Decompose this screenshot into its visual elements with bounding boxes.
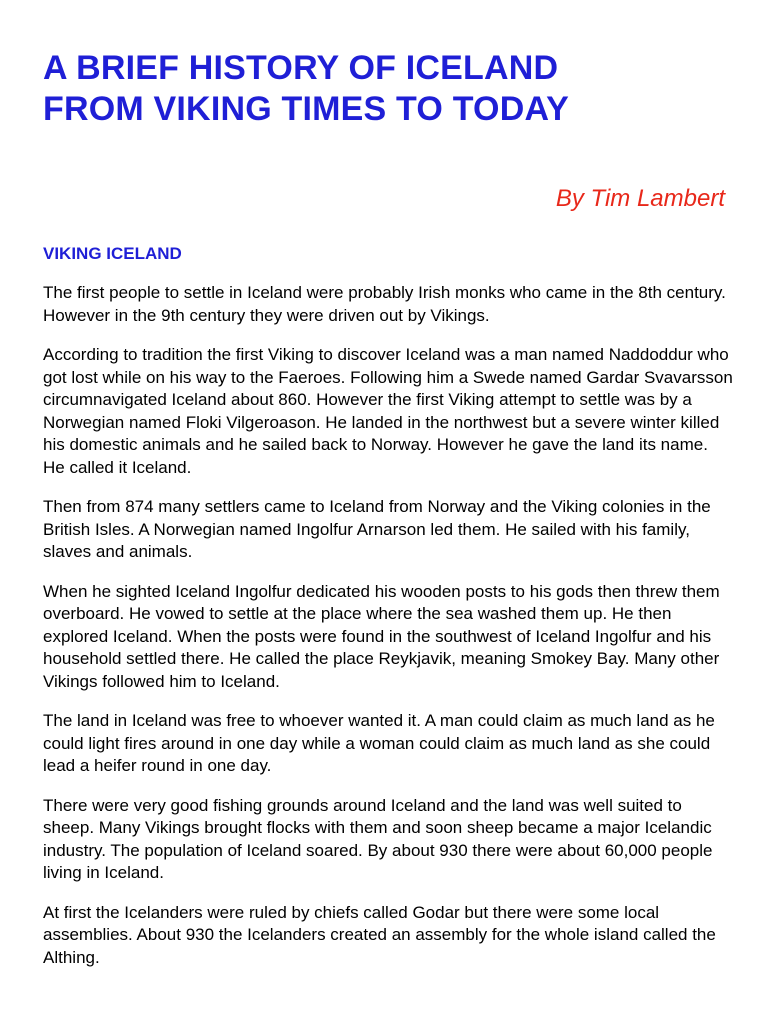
paragraph: The first people to settle in Iceland were probably Irish monks who came in the 8th century. However in the 9th century they were driven out by Vikings. xyxy=(43,283,726,325)
document-page xyxy=(43,48,733,969)
title-line-2: FROM VIKING TIMES TO TODAY xyxy=(43,90,569,128)
title-line-1: A BRIEF HISTORY OF ICELAND xyxy=(43,49,559,87)
page-title xyxy=(43,48,733,130)
paragraph: At first the Icelanders were ruled by chiefs called Godar but there were some local assemblies. About 930 the Icelanders created an assembly for the whole island called the Althing. xyxy=(43,902,716,967)
section-heading: VIKING ICELAND xyxy=(43,244,182,263)
paragraph: When he sighted Iceland Ingolfur dedicated his wooden posts to his gods then threw them overboard. He vowed to settle at the place where the sea washed them up. He then explored Iceland. When the posts were found in the southwest of Iceland Ingolfur and his household settled there. He called the place Reykjavik, meaning Smokey Bay. Many other Vikings followed him to Iceland. xyxy=(43,581,720,691)
section-body xyxy=(43,282,733,969)
author-byline: By Tim Lambert xyxy=(555,185,725,212)
paragraph: Then from 874 many settlers came to Iceland from Norway and the Viking colonies in the British Isles. A Norwegian named Ingolfur Arnarson led them. He sailed with his family, slaves and animals. xyxy=(43,497,711,561)
paragraph: According to tradition the first Viking to discover Iceland was a man named Naddoddur who got lost while on his way to the Faeroes. Following him a Swede named Gardar Svavarsson circumnavigated Iceland about 860. However the first Viking attempt to settle was by a Norwegian named Floki Vilgeroason. He landed in the northwest but a severe winter killed his domestic animals and he sailed back to Norway. However he gave the land its name. He called it Iceland. xyxy=(43,345,733,477)
paragraph: The land in Iceland was free to whoever wanted it. A man could claim as much land as he could light fires around in one day while a woman could claim as much land as she could lead a heifer round in one day. xyxy=(43,711,715,775)
paragraph: There were very good fishing grounds around Iceland and the land was well suited to sheep. Many Vikings brought flocks with them and soon sheep became a major Icelandic industry. The population of Iceland soared. By about 930 there were about 60,000 people living in Iceland. xyxy=(43,795,713,882)
